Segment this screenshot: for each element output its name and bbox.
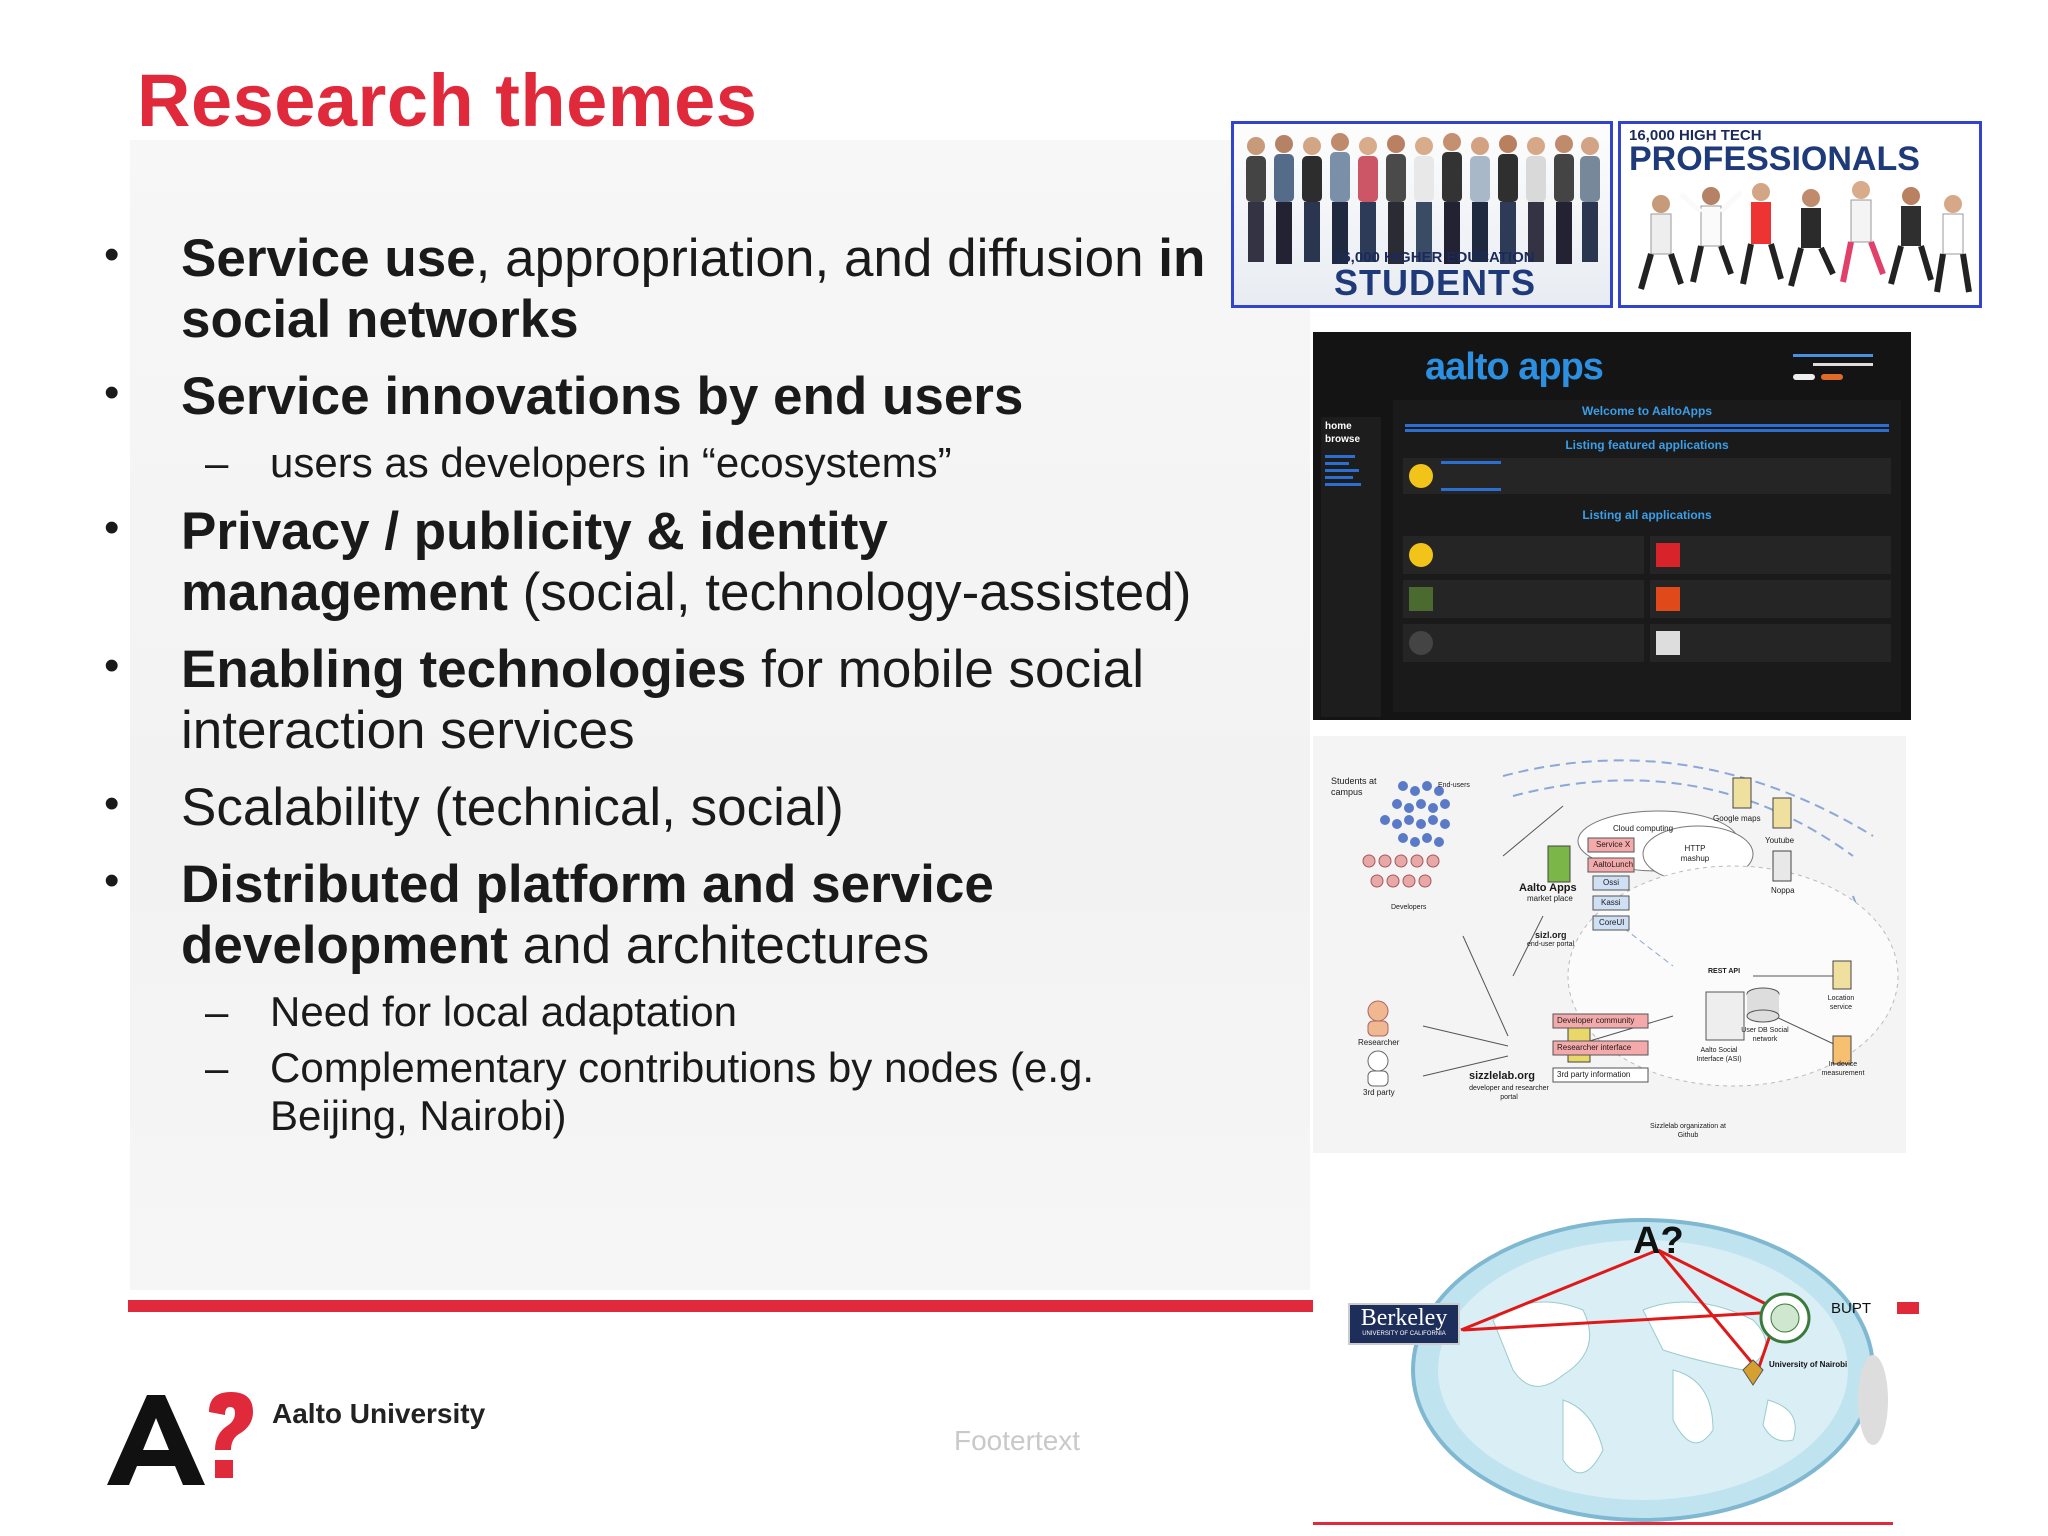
bullet-enabling-tech: • Enabling technologies for mobile social interaction services (100, 639, 1220, 761)
aalto-logo-icon (105, 1390, 255, 1490)
researcher-interface-label: Researcher interface (1557, 1043, 1632, 1052)
third-party-label: 3rd party (1363, 1088, 1395, 1097)
footer-divider-stub (1897, 1302, 1919, 1314)
coreui-label: CoreUI (1599, 918, 1625, 927)
aalto-logo-small: A? (1633, 1220, 1684, 1262)
professionals-caption: PROFESSIONALS (1629, 140, 1920, 178)
google-maps-label: Google maps (1713, 814, 1761, 823)
noppa-label: Noppa (1771, 886, 1795, 895)
aalto-apps-logo: aalto apps (1425, 346, 1603, 388)
berkeley-label: Berkeley (1360, 1305, 1448, 1331)
subbullet-complementary: – Complementary contributions by nodes (e.g. Beijing, Nairobi) (100, 1044, 1220, 1140)
footer-text: Footertext (954, 1425, 1081, 1456)
students-image (1231, 121, 1613, 308)
http-mashup-label: HTTP mashup (1680, 844, 1710, 863)
bullet-service-use: • Service use, appropriation, and diffusion in social networks (100, 228, 1220, 350)
partner-globe-image (1313, 1200, 1933, 1530)
app-tile[interactable] (1403, 536, 1644, 574)
developer-community-label: Developer community (1557, 1016, 1635, 1025)
bupt-label: BUPT (1831, 1300, 1872, 1317)
service-x-label: Service X (1596, 840, 1631, 849)
app-tile[interactable] (1650, 536, 1891, 574)
welcome-heading: Welcome to AaltoApps (1581, 404, 1712, 418)
slide-title: Research themes (137, 59, 758, 142)
nairobi-label: University of Nairobi (1769, 1360, 1848, 1369)
aalto-apps-screenshot (1313, 332, 1911, 720)
subbullet-local-adaptation: – Need for local adaptation (100, 988, 1220, 1036)
app-grid (1403, 536, 1891, 662)
students-top-caption: 16,000 HIGHER EDUCATION (1334, 249, 1535, 266)
asi-label: Aalto Social Interface (ASI) (1696, 1047, 1742, 1063)
app-tile[interactable] (1403, 580, 1644, 618)
professionals-top-caption: 16,000 HIGH TECH (1629, 127, 1762, 144)
researcher-label: Researcher (1358, 1038, 1400, 1047)
bullet-distributed-platform: • Distributed platform and service development and architectures (100, 854, 1220, 976)
user-db-label: User DB Social network (1741, 1027, 1789, 1043)
professionals-photo (1621, 124, 1979, 305)
side-nav (1321, 417, 1381, 717)
app-tile[interactable] (1650, 624, 1891, 662)
featured-heading: Listing featured applications (1565, 438, 1729, 452)
rest-api-label: REST API (1708, 968, 1741, 975)
students-caption: STUDENTS (1334, 262, 1537, 303)
students-at-campus-label: Students at campus (1331, 776, 1377, 797)
aalto-apps-diagram-label: Aalto Apps (1519, 882, 1577, 894)
berkeley-sub-label: UNIVERSITY OF CALIFORNIA (1362, 1331, 1446, 1337)
end-user-portal-label: end-user portal (1527, 941, 1575, 948)
professionals-image (1618, 121, 1982, 308)
bottom-rule (1313, 1522, 1893, 1525)
location-service-label: Location service (1827, 995, 1855, 1011)
berkeley-logo (1348, 1303, 1460, 1345)
aalto-lunch-label: AaltoLunch (1593, 860, 1634, 869)
smiley-icon (1409, 464, 1433, 488)
market-place-label: market place (1527, 894, 1573, 903)
app-tile[interactable] (1403, 624, 1644, 662)
nav-home[interactable]: home (1325, 421, 1352, 432)
dev-portal-label: developer and researcher portal (1469, 1085, 1549, 1101)
architecture-diagram (1313, 736, 1906, 1153)
footer-divider (128, 1300, 1313, 1312)
third-party-info-label: 3rd party information (1557, 1070, 1631, 1079)
all-apps-heading: Listing all applications (1582, 508, 1712, 522)
developers-label: Developers (1391, 904, 1427, 911)
architecture-lines (1313, 736, 1906, 1153)
bullet-privacy: • Privacy / publicity & identity management (social, technology-assisted) (100, 501, 1220, 623)
end-users-label: End-users (1438, 782, 1470, 789)
in-device-label: In-device measurement (1821, 1061, 1865, 1077)
github-org-label: Sizzlelab organization at Github (1650, 1123, 1726, 1139)
sizl-label: sizl.org (1535, 930, 1567, 940)
aalto-university-label: Aalto University (272, 1398, 486, 1429)
apps-main (1393, 400, 1901, 712)
subbullet-developers: – users as developers in “ecosystems” (100, 439, 1220, 487)
bullet-list (100, 228, 1220, 1152)
login-area (1793, 354, 1883, 394)
nav-browse[interactable]: browse (1325, 434, 1361, 445)
cloud-computing-label: Cloud computing (1613, 824, 1674, 833)
bullet-scalability: • Scalability (technical, social) (100, 777, 1220, 838)
sizzlelab-label: sizzlelab.org (1469, 1070, 1536, 1082)
app-tile[interactable] (1650, 580, 1891, 618)
bullet-service-innovations: • Service innovations by end users (100, 366, 1220, 427)
featured-app-row[interactable] (1403, 458, 1891, 494)
kassi-label: Kassi (1601, 898, 1621, 907)
ossi-label: Ossi (1603, 878, 1619, 887)
youtube-label: Youtube (1765, 836, 1795, 845)
